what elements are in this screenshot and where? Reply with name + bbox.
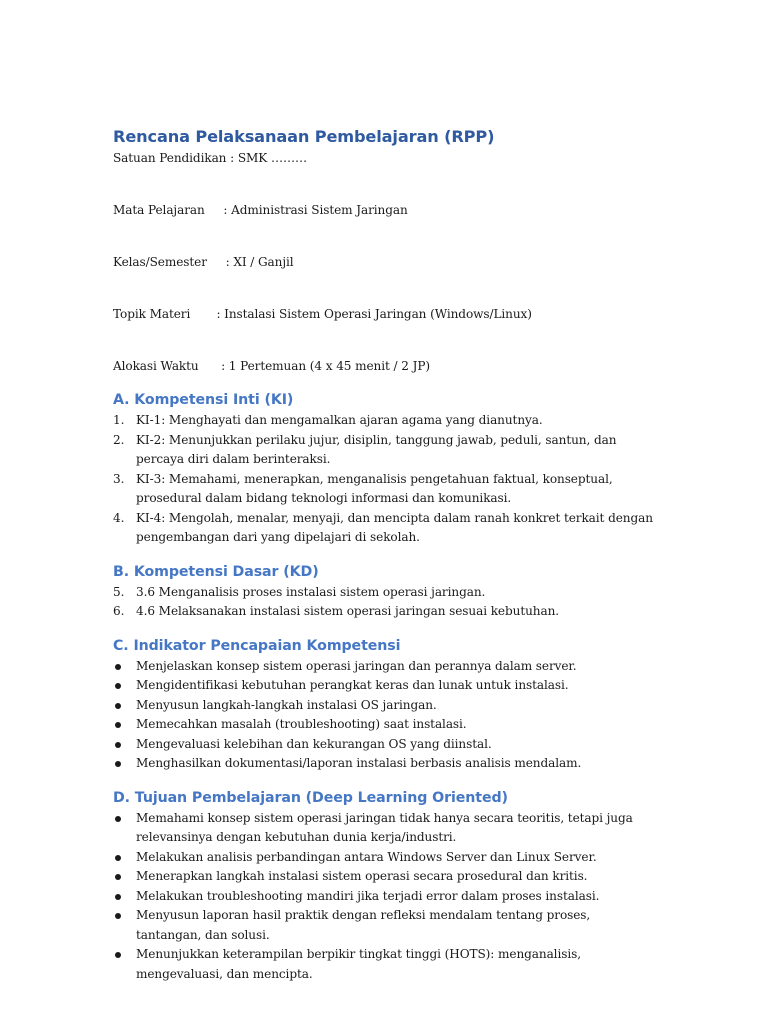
bullet-icon (115, 913, 121, 919)
list-item (113, 676, 658, 696)
list-item (113, 887, 658, 907)
bullet-icon (115, 742, 121, 748)
list-text: Memecahkan masalah (troubleshooting) saat instalasi. (136, 717, 467, 731)
bullet-icon (115, 816, 121, 822)
list-number: 5. (113, 584, 125, 599)
meta-alokasi-waktu: Alokasi Waktu : 1 Pertemuan (4 x 45 menit / 2 JP) (113, 359, 430, 373)
list-item (113, 754, 658, 774)
ki-list (113, 411, 658, 548)
list-text: Memahami konsep sistem operasi jaringan tidak hanya secara teoritis, tetapi juga relevansinya dengan kebutuhan dunia kerja/industri. (136, 810, 633, 844)
bullet-icon (115, 874, 121, 880)
list-text: Menyusun laporan hasil praktik dengan refleksi mendalam tentang proses, tantangan, dan solusi. (136, 908, 591, 942)
bullet-icon (115, 703, 121, 709)
list-item (113, 509, 658, 548)
list-item (113, 715, 658, 735)
list-item (113, 431, 658, 470)
bullet-icon (115, 722, 121, 728)
document-title: Rencana Pelaksanaan Pembelajaran (RPP) (113, 127, 495, 146)
list-item (113, 696, 658, 716)
list-text: Mengevaluasi kelebihan dan kekurangan OS yang diinstal. (136, 736, 492, 751)
list-number: 6. (113, 604, 125, 618)
list-text: Menghasilkan dokumentasi/laporan instalasi berbasis analisis mendalam. (136, 756, 582, 770)
section-heading-indikator: C. Indikator Pencapaian Kompetensi (113, 637, 401, 654)
list-item (113, 906, 658, 945)
list-number: 3. (113, 471, 125, 486)
list-item (113, 809, 658, 848)
list-item (113, 411, 658, 431)
document-page (113, 127, 658, 984)
list-text: Melakukan troubleshooting mandiri jika terjadi error dalam proses instalasi. (136, 888, 600, 903)
list-text: Mengidentifikasi kebutuhan perangkat keras dan lunak untuk instalasi. (136, 678, 569, 692)
meta-kelas-semester: Kelas/Semester : XI / Ganjil (113, 255, 294, 269)
list-item (113, 657, 658, 677)
list-item (113, 945, 658, 984)
list-text: KI-4: Mengolah, menalar, menyaji, dan mencipta dalam ranah konkret terkait dengan pengembangan dari yang dipelajari di sekolah. (136, 510, 653, 544)
kd-list (113, 583, 658, 622)
meta-satuan-pendidikan: Satuan Pendidikan : SMK ……… (113, 151, 307, 165)
indikator-list (113, 657, 658, 774)
list-item (113, 470, 658, 509)
list-item (113, 735, 658, 755)
bullet-icon (115, 664, 121, 670)
bullet-icon (115, 952, 121, 958)
bullet-icon (115, 761, 121, 767)
list-text: Menunjukkan keterampilan berpikir tingkat tinggi (HOTS): menganalisis, mengevaluasi, dan mencipta. (136, 947, 581, 981)
list-text: KI-2: Menunjukkan perilaku jujur, disiplin, tanggung jawab, peduli, santun, dan percaya diri dalam berinteraksi. (136, 432, 617, 466)
list-text: Melakukan analisis perbandingan antara Windows Server dan Linux Server. (136, 849, 597, 864)
list-text: KI-1: Menghayati dan mengamalkan ajaran agama yang dianutnya. (136, 413, 543, 427)
list-number: 1. (113, 413, 125, 427)
list-text: 3.6 Menganalisis proses instalasi sistem operasi jaringan. (136, 584, 486, 599)
tujuan-list (113, 809, 658, 985)
list-item (113, 867, 658, 887)
section-heading-ki: A. Kompetensi Inti (KI) (113, 392, 294, 408)
bullet-icon (115, 894, 121, 900)
section-heading-kd: B. Kompetensi Dasar (KD) (113, 563, 319, 580)
list-text: Menerapkan langkah instalasi sistem operasi secara prosedural dan kritis. (136, 869, 588, 883)
list-number: 2. (113, 432, 125, 447)
meta-topik-materi: Topik Materi : Instalasi Sistem Operasi Jaringan (Windows/Linux) (113, 307, 532, 321)
list-text: Menjelaskan konsep sistem operasi jaringan dan perannya dalam server. (136, 658, 577, 673)
list-item (113, 583, 658, 603)
bullet-icon (115, 683, 121, 689)
list-text: Menyusun langkah-langkah instalasi OS jaringan. (136, 697, 437, 712)
list-text: 4.6 Melaksanakan instalasi sistem operasi jaringan sesuai kebutuhan. (136, 604, 560, 618)
list-item (113, 848, 658, 868)
list-number: 4. (113, 510, 125, 525)
section-heading-tujuan: D. Tujuan Pembelajaran (Deep Learning Oriented) (113, 789, 508, 806)
bullet-icon (115, 855, 121, 861)
list-item (113, 602, 658, 622)
meta-mata-pelajaran: Mata Pelajaran : Administrasi Sistem Jaringan (113, 203, 408, 217)
list-text: KI-3: Memahami, menerapkan, menganalisis pengetahuan faktual, konseptual, prosedural dalam bidang teknologi informasi dan komunikasi. (136, 471, 613, 505)
